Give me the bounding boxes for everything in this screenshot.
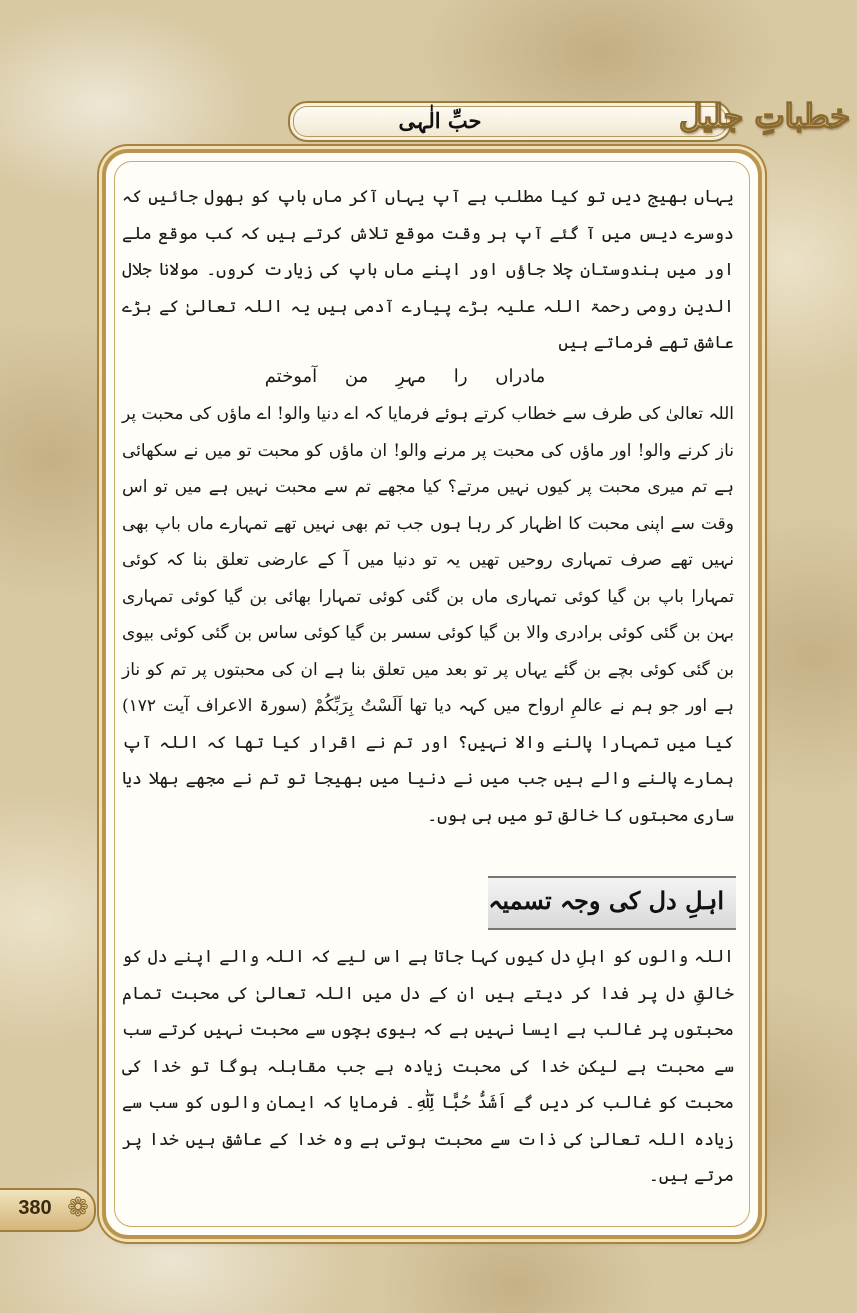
chapter-title: حبِّ الٰہی [398,108,482,133]
page-number: 380 [18,1197,52,1219]
section-heading: اہلِ دل کی وجہ تسمیہ [488,886,724,915]
poetry-line: مادراں را مہرِ من آموختم [264,366,546,387]
book-title-logo: خطباتِ جلیل [679,97,850,135]
paragraph-3: اللہ والوں کو اہلِ دل کیوں کہا جاتا ہے اس لیے کہ اللہ والے اپنے دل کو خالقِ دل پر فدا کر دیتے ہیں ان کے دل میں اللہ تعالیٰ کی محبت تمام محبتوں پر غالب ہے ایسا نہیں ہے کہ بیوی بچوں سے محبت نہیں کرتے سب سے محبت ہے لیکن خدا کی محبت زیادہ ہے جب مقابلہ ہوگا تو خدا کی محبت کو غالب کر دیں گے اَشَدُّ حُبًّا لِّلّٰهِ۔ فرمایا کہ ایمان والوں کو سب سے زیادہ اللہ تعالیٰ کی ذات سے محبت ہوتی ہے وہ خدا کے عاشق ہیں خدا پر مرتے ہیں۔ [122,947,734,1186]
paragraph-2: اللہ تعالیٰ کی طرف سے خطاب کرتے ہوئے فرمایا کہ اے دنیا والو! اے ماؤں کی محبت پر ناز کرنے والو! اور ماؤں کی محبت پر مرنے والو! ان ماؤں کو محبت تو میں نے سکھائی ہے تم میری محبت پر کیوں نہیں مرتے؟ کیا مجھے تم سے محبت نہیں ہے میں تو اس وقت سے اپنی محبت کا اظہار کر رہا ہوں جب تم بھی نہیں تھے تمہارے ماں باپ بھی نہیں تھے صرف تمہاری روحیں تھیں یہ تو دنیا میں آ کے عارضی تعلق بنا کہ کوئی تمہارا باپ بن گیا کوئی تمہاری ماں بن گئی کوئی تمہارا بھائی بن گیا کوئی تمہاری بہن بن گئی کوئی برادری والا بن گیا کوئی سسر بن گیا کوئی ساس بن گئی کوئی بیوی بن گئی کوئی بچے بن گئے یہاں پر تو بعد میں تعلق بنا ہے ان کی محبتوں پر تم کو ناز ہے اور جو ہم نے عالمِ ارواح میں کہہ دیا تھا اَلَسْتُ بِرَبِّكُمْ (سورۃ الاعراف آیت ۱۷۲) کیا میں تمہارا پالنے والا نہیں؟ اور تم نے اقرار کیا تھا کہ اللہ آپ ہمارے پالنے والے ہیں جب میں نے دنیا میں بھیجا تو تم نے مجھے بھلا دیا ساری محبتوں کا خالق تو میں ہی ہوں۔ [122,404,734,826]
floral-ornament-icon: ❁ [67,1193,89,1223]
paragraph-1: یہاں بھیج دیں تو کیا مطلب ہے آپ یہاں آکر ماں باپ کو بھول جائیں کہ دوسرے دیس میں آ گئے آپ ہر وقت موقع تلاش کرتے ہیں کہ کب موقع ملے اور میں ہندوستان چلا جاؤں اور اپنے ماں باپ کی زیارت کروں۔ مولانا جلال الدین رومی رحمۃ اللہ علیہ بڑے پیارے آدمی ہیں یہ اللہ تعالیٰ کے بڑے عاشق تھے فرماتے ہیں [122,187,734,353]
